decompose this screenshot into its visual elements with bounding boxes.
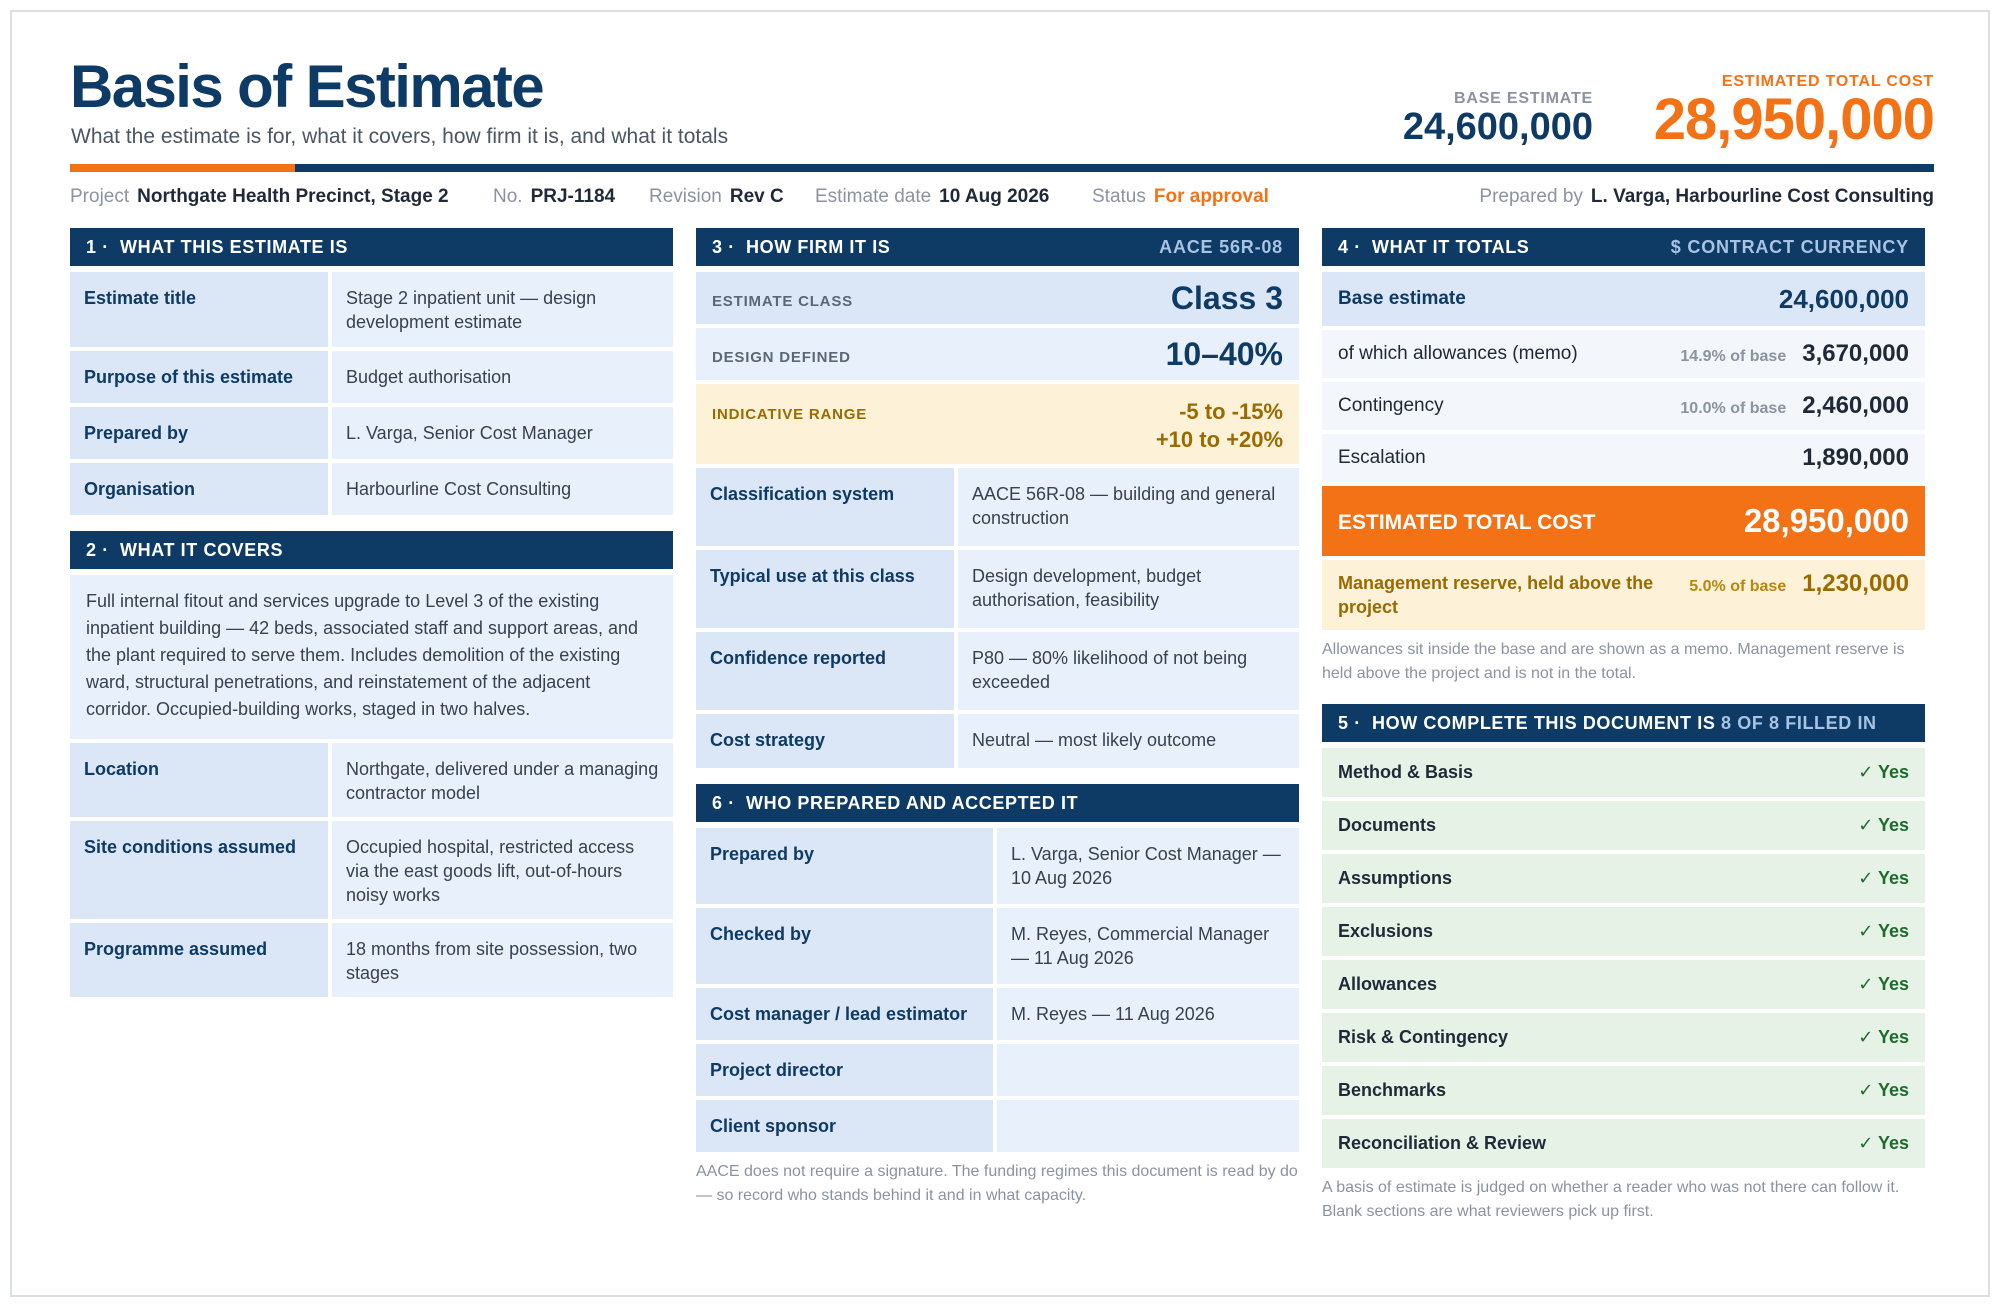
row-label: Prepared by bbox=[70, 407, 328, 459]
section-2-header: 2 · WHAT IT COVERS bbox=[70, 531, 673, 569]
checklist-item: Method & Basis ✓ Yes bbox=[1322, 748, 1925, 797]
estimate-class-value: Class 3 bbox=[1170, 279, 1283, 316]
checklist-item: Reconciliation & Review ✓ Yes bbox=[1322, 1119, 1925, 1168]
classification-system-row bbox=[696, 468, 1299, 546]
estimate-class-label: ESTIMATE CLASS bbox=[712, 292, 853, 310]
row-label: Typical use at this class bbox=[696, 550, 954, 628]
cost-strategy-row bbox=[696, 714, 1299, 768]
row-value: Design development, budget authorisation, feasibility bbox=[958, 550, 1299, 628]
base-estimate-line-value: 24,600,000 bbox=[1778, 283, 1909, 314]
row-value: Northgate, delivered under a managing contractor model bbox=[332, 743, 673, 817]
check-yes-status: ✓ Yes bbox=[1858, 974, 1909, 994]
contingency-row bbox=[1322, 382, 1925, 430]
row-value: M. Reyes — 11 Aug 2026 bbox=[997, 988, 1299, 1040]
design-defined-value: 10–40% bbox=[1165, 335, 1283, 372]
meta-project: Project Northgate Health Precinct, Stage 2 bbox=[70, 186, 449, 207]
management-reserve-value: 1,230,000 bbox=[1802, 570, 1909, 597]
row-value: Budget authorisation bbox=[332, 351, 673, 403]
checklist-item: Assumptions ✓ Yes bbox=[1322, 854, 1925, 903]
row-label: Client sponsor bbox=[696, 1100, 993, 1152]
meta-number: No. PRJ-1184 bbox=[493, 186, 616, 207]
totals-note: Allowances sit inside the base and are shown as a memo. Management reserve is held above the project and is not in the total. bbox=[1322, 641, 1905, 682]
check-yes-status: ✓ Yes bbox=[1858, 868, 1909, 888]
escalation-row bbox=[1322, 434, 1925, 482]
check-yes-status: ✓ Yes bbox=[1858, 1080, 1909, 1100]
page-title: Basis of Estimate bbox=[70, 53, 543, 120]
section-3-header: 3 · HOW FIRM IT IS AACE 56R-08 bbox=[696, 228, 1299, 266]
check-yes-status: ✓ Yes bbox=[1858, 815, 1909, 835]
location-row bbox=[70, 743, 673, 817]
row-label: Confidence reported bbox=[696, 632, 954, 710]
check-yes-status: ✓ Yes bbox=[1858, 921, 1909, 941]
checklist-item: Exclusions ✓ Yes bbox=[1322, 907, 1925, 956]
row-label: Prepared by bbox=[696, 828, 993, 904]
row-label: Classification system bbox=[696, 468, 954, 546]
allowances-row bbox=[1322, 330, 1925, 378]
row-label: Project director bbox=[696, 1044, 993, 1096]
organisation-row bbox=[70, 463, 673, 515]
row-label: Programme assumed bbox=[70, 923, 328, 997]
estimated-total-label: ESTIMATED TOTAL COST bbox=[1338, 511, 1596, 534]
row-label: Cost strategy bbox=[696, 714, 954, 768]
cost-manager-row bbox=[696, 988, 1299, 1040]
confidence-row bbox=[696, 632, 1299, 710]
indicative-range-label: INDICATIVE RANGE bbox=[712, 406, 868, 423]
base-estimate-row bbox=[1322, 272, 1925, 326]
range-low: -5 to -15% bbox=[1179, 399, 1283, 424]
signoff-note: AACE does not require a signature. The funding regimes this document is read by do — so record who stands behind it and in what capacity. bbox=[696, 1163, 1298, 1204]
row-label: Cost manager / lead estimator bbox=[696, 988, 993, 1040]
check-yes-status: ✓ Yes bbox=[1858, 1027, 1909, 1047]
row-value: Harbourline Cost Consulting bbox=[332, 463, 673, 515]
row-value: Occupied hospital, restricted access via the east goods lift, out-of-hours noisy works bbox=[332, 821, 673, 919]
row-label: Purpose of this estimate bbox=[70, 351, 328, 403]
meta-prepared-by: Prepared by L. Varga, Harbourline Cost Consulting bbox=[1479, 186, 1934, 207]
management-reserve-percent: 5.0% of base bbox=[1689, 578, 1787, 595]
section-6-header: 6 · WHO PREPARED AND ACCEPTED IT bbox=[696, 784, 1299, 822]
escalation-label: Escalation bbox=[1338, 447, 1426, 468]
checklist-item: Documents ✓ Yes bbox=[1322, 801, 1925, 850]
meta-status: Status For approval bbox=[1092, 186, 1269, 207]
contingency-value: 2,460,000 bbox=[1802, 392, 1909, 419]
escalation-value: 1,890,000 bbox=[1802, 444, 1909, 471]
total-cost-label: ESTIMATED TOTAL COST bbox=[1721, 73, 1934, 90]
row-label: Checked by bbox=[696, 908, 993, 984]
typical-use-row bbox=[696, 550, 1299, 628]
indicative-range-row bbox=[696, 384, 1299, 464]
row-label: Organisation bbox=[70, 463, 328, 515]
estimated-total-value: 28,950,000 bbox=[1743, 502, 1909, 539]
site-conditions-row bbox=[70, 821, 673, 919]
header-rule-accent bbox=[70, 164, 295, 172]
programme-row bbox=[70, 923, 673, 997]
section-1-header: 1 · WHAT THIS ESTIMATE IS bbox=[70, 228, 673, 266]
allowances-value: 3,670,000 bbox=[1802, 340, 1909, 367]
management-reserve-label: Management reserve, held above the project bbox=[1338, 573, 1654, 617]
base-estimate-line-label: Base estimate bbox=[1338, 288, 1466, 309]
total-cost-value: 28,950,000 bbox=[1653, 87, 1934, 152]
estimate-class-row bbox=[696, 272, 1299, 324]
indicative-range-values bbox=[1156, 398, 1283, 454]
column-right bbox=[1322, 228, 1925, 1224]
row-label: Estimate title bbox=[70, 272, 328, 347]
management-reserve-row bbox=[1322, 560, 1925, 630]
page-subtitle: What the estimate is for, what it covers, how firm it is, and what it totals bbox=[71, 125, 729, 148]
client-sponsor-row bbox=[696, 1100, 1299, 1152]
base-estimate-value: 24,600,000 bbox=[1402, 106, 1593, 148]
row-value: M. Reyes, Commercial Manager — 11 Aug 2026 bbox=[997, 908, 1299, 984]
column-left bbox=[70, 228, 673, 1001]
meta-estimate-date: Estimate date 10 Aug 2026 bbox=[815, 186, 1050, 207]
row-value: P80 — 80% likelihood of not being exceeded bbox=[958, 632, 1299, 710]
design-defined-row bbox=[696, 328, 1299, 380]
row-value: AACE 56R-08 — building and general construction bbox=[958, 468, 1299, 546]
coverage-description: Full internal fitout and services upgrade to Level 3 of the existing inpatient building — 42 beds, associated staff and support areas, and the plant required to serve them. Includes demolition of the existing ward, structural penetrations, and reinstatement of the adjacent corridor. Occupied-building works, staged in two halves. bbox=[70, 575, 673, 739]
row-label: Location bbox=[70, 743, 328, 817]
row-value: Stage 2 inpatient unit — design development estimate bbox=[332, 272, 673, 347]
row-value: L. Varga, Senior Cost Manager — 10 Aug 2026 bbox=[997, 828, 1299, 904]
checked-by-row bbox=[696, 908, 1299, 984]
row-value-empty bbox=[997, 1100, 1299, 1152]
estimate-title-row bbox=[70, 272, 673, 347]
range-high: +10 to +20% bbox=[1155, 427, 1283, 452]
row-value: L. Varga, Senior Cost Manager bbox=[332, 407, 673, 459]
checklist-item: Risk & Contingency ✓ Yes bbox=[1322, 1013, 1925, 1062]
completeness-note: A basis of estimate is judged on whether a reader who was not there can follow it. Blank sections are what reviewers pick up first. bbox=[1322, 1179, 1900, 1220]
check-yes-status: ✓ Yes bbox=[1858, 762, 1909, 782]
base-estimate-label: BASE ESTIMATE bbox=[1453, 90, 1593, 107]
contingency-label: Contingency bbox=[1338, 395, 1444, 416]
checklist-item: Benchmarks ✓ Yes bbox=[1322, 1066, 1925, 1115]
contingency-percent: 10.0% of base bbox=[1680, 400, 1787, 417]
design-defined-label: DESIGN DEFINED bbox=[712, 348, 851, 366]
row-value-empty bbox=[997, 1044, 1299, 1096]
row-value: Neutral — most likely outcome bbox=[958, 714, 1299, 768]
row-value: 18 months from site possession, two stages bbox=[332, 923, 673, 997]
section-4-header: 4 · WHAT IT TOTALS $ CONTRACT CURRENCY bbox=[1322, 228, 1925, 266]
checklist-item: Allowances ✓ Yes bbox=[1322, 960, 1925, 1009]
header-rule bbox=[70, 164, 1934, 172]
allowances-label: of which allowances (memo) bbox=[1338, 343, 1578, 364]
section-5-tag: 8 OF 8 FILLED IN bbox=[1721, 712, 1877, 733]
section-5-header: 5 · HOW COMPLETE THIS DOCUMENT IS 8 OF 8 FILLED IN bbox=[1322, 704, 1925, 742]
section-4-tag: $ CONTRACT CURRENCY bbox=[1670, 236, 1909, 257]
row-label: Site conditions assumed bbox=[70, 821, 328, 919]
meta-revision: Revision Rev C bbox=[649, 186, 784, 207]
prepared-by-row bbox=[70, 407, 673, 459]
section-3-tag: AACE 56R-08 bbox=[1159, 236, 1283, 257]
purpose-row bbox=[70, 351, 673, 403]
project-director-row bbox=[696, 1044, 1299, 1096]
prepared-by-signoff-row bbox=[696, 828, 1299, 904]
allowances-percent: 14.9% of base bbox=[1680, 348, 1787, 365]
column-middle bbox=[696, 228, 1299, 1208]
estimated-total-row bbox=[1322, 486, 1925, 556]
check-yes-status: ✓ Yes bbox=[1858, 1133, 1909, 1153]
